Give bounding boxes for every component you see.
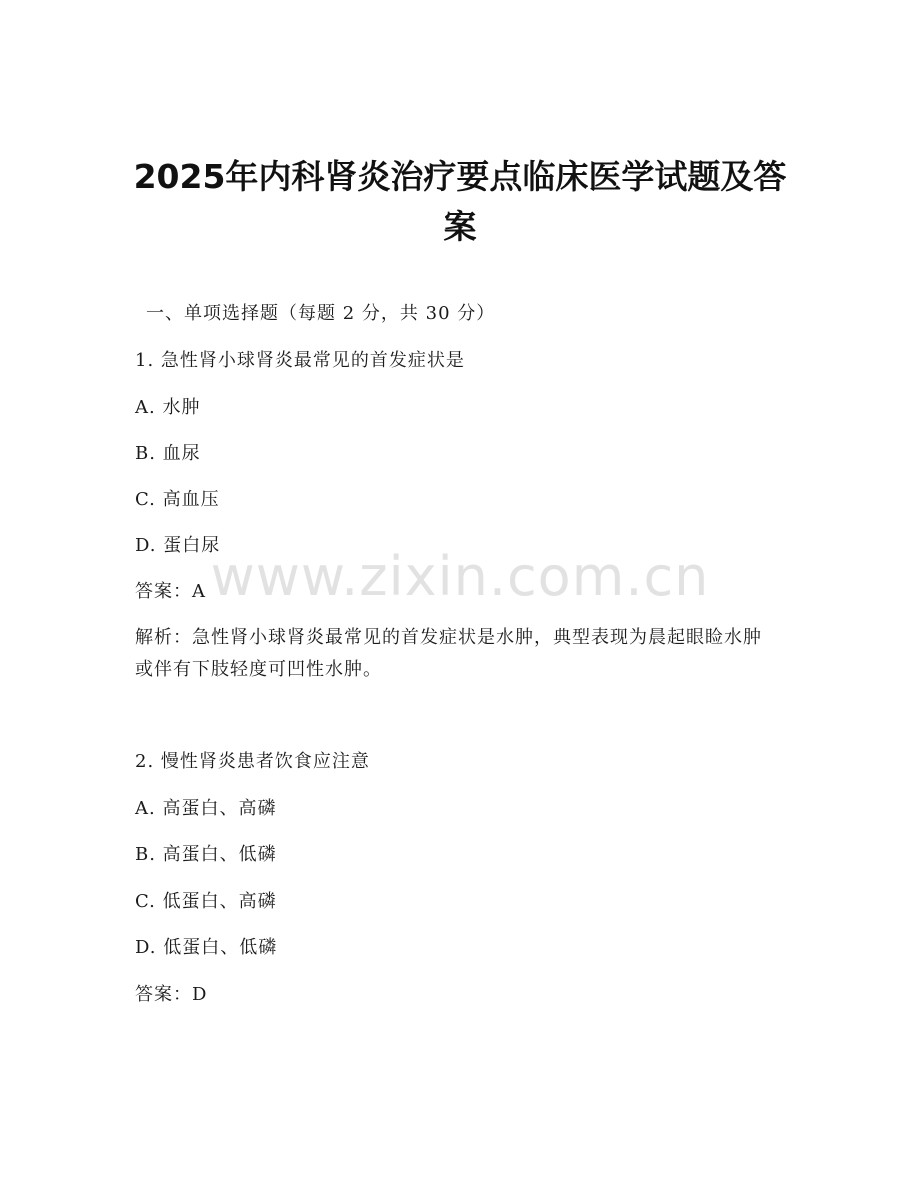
- section-heading: 一、单项选择题（每题 2 分，共 30 分）: [146, 303, 496, 324]
- question-1-option-d: D. 蛋白尿: [135, 535, 221, 556]
- question-2-option-b: B. 高蛋白、低磷: [135, 844, 277, 865]
- question-1-option-b: B. 血尿: [135, 443, 201, 464]
- question-1-stem: 1. 急性肾小球肾炎最常见的首发症状是: [135, 350, 465, 371]
- page-title-line-1: 2025年内科肾炎治疗要点临床医学试题及答: [133, 157, 787, 196]
- page-title: [90, 152, 830, 252]
- question-2-option-c: C. 低蛋白、高磷: [135, 891, 277, 912]
- page-title-line-2: 案: [443, 207, 477, 246]
- question-1-option-c: C. 高血压: [135, 489, 220, 510]
- question-2-option-a: A. 高蛋白、高磷: [135, 798, 277, 819]
- question-2-stem: 2. 慢性肾炎患者饮食应注意: [135, 751, 370, 772]
- question-1-answer: 答案：A: [135, 581, 206, 602]
- question-1-explanation: 解析：急性肾小球肾炎最常见的首发症状是水肿，典型表现为晨起眼睑水肿或伴有下肢轻度可凹性水肿。: [135, 627, 762, 680]
- question-2-option-d: D. 低蛋白、低磷: [135, 937, 278, 958]
- watermark: www.zixin.com.cn: [210, 545, 710, 608]
- question-2-answer: 答案：D: [135, 984, 208, 1005]
- question-1-option-a: A. 水肿: [135, 397, 201, 418]
